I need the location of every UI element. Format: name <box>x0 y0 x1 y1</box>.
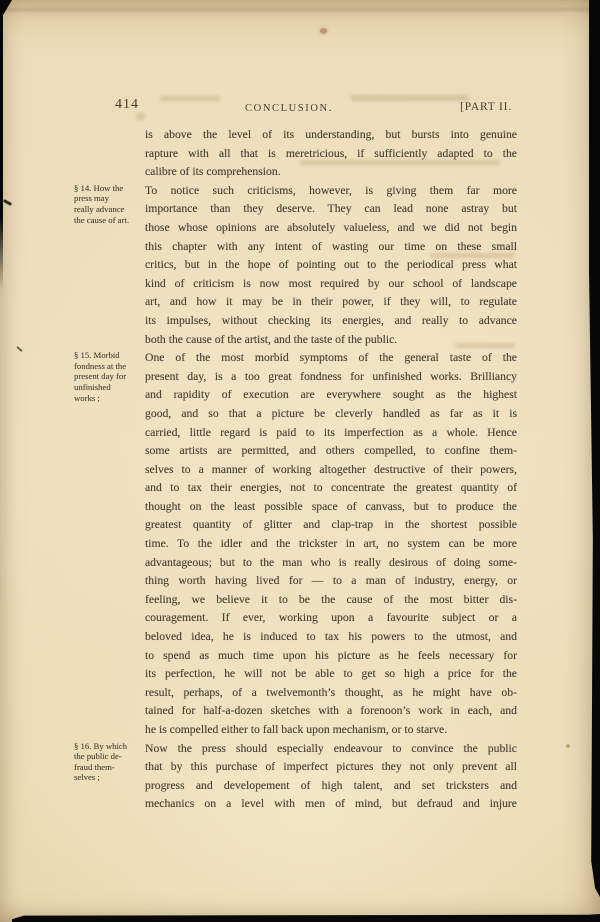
sidenote-line: press may <box>74 193 109 204</box>
text-line: he is compelled either to fall back upon mechanism, or to starve. <box>145 723 448 736</box>
bleed-through-ghost <box>455 343 515 348</box>
text-line: and to tax their energies, not to concentrate the greatest quantity of <box>145 481 517 495</box>
sidenote-line: § 16. By which <box>74 740 128 751</box>
text-line: selves to a manner of working altogether destructive of their powers, <box>145 462 517 476</box>
sidenote-line: works ; <box>74 392 100 403</box>
text-line: carried, little regard is paid to its imperfection as a whole. Hence <box>145 425 517 439</box>
text-line: its impulses, without checking its energies, and really to advance <box>145 313 517 327</box>
text-line: its perfection, he will not be able to get so high a price for the <box>145 667 517 681</box>
sidenote-line: the cause of art. <box>74 214 129 225</box>
text-line: To notice such criticisms, however, is giving them far more <box>145 183 517 197</box>
page-number: 414 <box>115 97 139 112</box>
sidenote-line: unfinished <box>74 381 111 392</box>
paragraph <box>74 182 517 349</box>
paper-speck <box>3 199 12 206</box>
sidenote-line: fraud them- <box>74 761 115 772</box>
text-line: mechanics on a level with men of mind, but defraud and injure <box>145 797 517 811</box>
text-line: some artists are permitted, and others compelled, to confine them- <box>145 444 517 458</box>
text-line: feeling, we believe it to be the cause of the most bitter dis- <box>145 592 517 606</box>
text-line: greatest quantity of glitter and clap-trap in the shortest possible <box>145 518 517 532</box>
text-line: to spend as much time upon his picture as he feels necessary for <box>145 648 517 662</box>
sidenote-line: present day for <box>74 371 127 382</box>
text-line: calibre of its comprehension. <box>145 165 281 179</box>
sidenote-line: fondness at the <box>74 360 127 371</box>
sidenote-line: § 15. Morbid <box>74 350 120 361</box>
text-line: both the cause of the artist, and the taste of the public. <box>145 332 398 346</box>
page-body <box>74 126 517 814</box>
text-line: advantageous; but to the man who is really desirous of doing some- <box>145 555 517 569</box>
text-line: One of the most morbid symptoms of the general taste of the <box>145 351 517 365</box>
paragraph <box>74 349 517 739</box>
section-sidenote <box>74 350 142 403</box>
text-line: rapture with all that is meretricious, if sufficiently adapted to the <box>145 146 517 160</box>
text-line: this chapter with any intent of wasting our time on these small <box>145 239 517 253</box>
bleed-through-ghost <box>350 95 470 101</box>
text-line: beloved idea, he is induced to tax his powers to the utmost, and <box>145 630 517 644</box>
text-line: present day, is a too great fondness for unfinished works. Brilliancy <box>145 369 517 383</box>
sidenote-line: selves ; <box>74 772 100 783</box>
text-line: Now the press should especially endeavour to convince the public <box>145 741 517 755</box>
bleed-through-ghost <box>300 160 500 165</box>
bleed-through-ghost <box>160 96 220 101</box>
text-line: thing worth having lived for — to a man of industry, energy, or <box>145 574 517 588</box>
text-line: thought on the least possible space of canvass, but to produce the <box>145 499 517 513</box>
text-line: progress and developement of high talent, and set tricksters and <box>145 778 517 792</box>
text-line: tained for half-a-dozen sketches with a forenoon’s work in each, and <box>145 704 517 718</box>
text-line: time. To the idler and the trickster in art, no system can be more <box>145 537 517 551</box>
paper-speck <box>16 346 23 352</box>
paragraph <box>74 740 517 814</box>
section-sidenote <box>74 741 142 783</box>
text-line: is above the level of its understanding, but bursts into genuine <box>145 128 517 141</box>
sidenote-line: really advance <box>74 203 125 214</box>
paper-stain <box>136 113 145 120</box>
paper-stain <box>320 28 327 34</box>
paper-speck <box>566 744 570 748</box>
scan-edge-left <box>0 0 3 290</box>
text-line: that by this purchase of imperfect pictures they not only prevent all <box>145 760 517 774</box>
text-line: those whose opinions are absolutely valueless, and we did not begin <box>145 220 517 234</box>
scan-edge-bottom <box>12 914 600 922</box>
text-line: kind of criticism is now most required by our school of landscape <box>145 276 517 290</box>
page-top-shadow <box>0 8 590 11</box>
section-sidenote <box>74 183 142 225</box>
text-line: art, and how it may be in their power, if they will, to regulate <box>145 295 517 309</box>
bleed-through-ghost <box>430 253 515 258</box>
text-line: result, perhaps, of a twelvemonth’s thought, as he might have ob- <box>145 685 517 699</box>
text-line: couragement. If ever, working upon a favourite subject or a <box>145 611 517 625</box>
scan-edge-right <box>589 0 600 897</box>
text-line: importance than they deserve. They can lead none astray but <box>145 202 517 216</box>
sidenote-line: the public de- <box>74 751 122 762</box>
text-line: good, and so that a picture be cleverly handled as far as it is <box>145 406 517 420</box>
paragraph <box>145 126 517 182</box>
text-line: and rapidity of execution are everywhere sought as the highest <box>145 388 517 402</box>
text-line: critics, but in the hope of pointing out to the periodical press what <box>145 258 517 272</box>
sidenote-line: § 14. How the <box>74 182 124 193</box>
part-label: [PART II. <box>460 101 512 113</box>
running-header: CONCLUSION. <box>245 103 333 114</box>
